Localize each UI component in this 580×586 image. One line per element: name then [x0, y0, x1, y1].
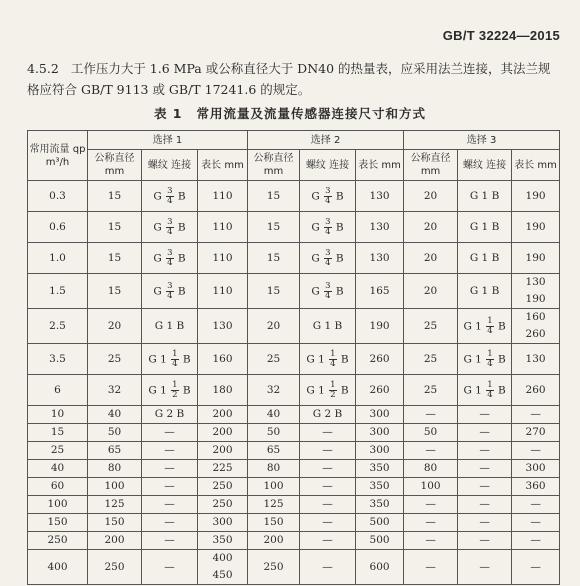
thread-cell: —: [458, 532, 512, 550]
thread-header: 螺纹 连接: [458, 150, 512, 181]
length-cell: 130: [356, 243, 404, 274]
length-cell: 110: [198, 274, 248, 309]
dn-cell: 25: [88, 344, 142, 375]
thread-cell: —: [458, 424, 512, 442]
dn-cell: —: [404, 496, 458, 514]
option-1-header: 选择 1: [88, 131, 248, 150]
thread-cell: G 1 B: [142, 309, 198, 344]
length-cell: 130: [512, 344, 560, 375]
length-cell: 110: [198, 181, 248, 212]
dn-cell: 250: [88, 550, 142, 585]
dn-cell: 25: [404, 375, 458, 406]
table-row: [28, 212, 560, 243]
thread-cell: G $\frac{3}{4}$ B: [142, 274, 198, 309]
dn-cell: 65: [88, 442, 142, 460]
flow-cell: 6: [28, 375, 88, 406]
dn-cell: 25: [404, 309, 458, 344]
thread-cell: G $\frac{3}{4}$ B: [300, 181, 356, 212]
thread-cell: G $\frac{3}{4}$ B: [300, 212, 356, 243]
dn-cell: 15: [248, 212, 300, 243]
length-cell: 165: [356, 274, 404, 309]
thread-cell: —: [142, 460, 198, 478]
dn-cell: 20: [404, 212, 458, 243]
thread-cell: —: [300, 424, 356, 442]
dn-header: 公称直径 mm: [88, 150, 142, 181]
thread-cell: —: [300, 460, 356, 478]
table-row: [28, 309, 560, 344]
thread-cell: G 1 $\frac{1}{4}$ B: [300, 344, 356, 375]
dn-cell: 250: [248, 550, 300, 585]
thread-cell: —: [142, 424, 198, 442]
thread-cell: G 1 $\frac{1}{4}$ B: [458, 344, 512, 375]
dn-cell: 125: [88, 496, 142, 514]
length-header: 表长 mm: [356, 150, 404, 181]
length-cell: 160: [198, 344, 248, 375]
length-cell: —: [512, 442, 560, 460]
flow-cell: 3.5: [28, 344, 88, 375]
length-cell: —: [512, 514, 560, 532]
dn-cell: 20: [248, 309, 300, 344]
dn-cell: 15: [88, 212, 142, 243]
dn-cell: 25: [248, 344, 300, 375]
flow-cell: 60: [28, 478, 88, 496]
dn-cell: 20: [88, 309, 142, 344]
flow-cell: 250: [28, 532, 88, 550]
dn-cell: 40: [88, 406, 142, 424]
length-cell: 200: [198, 442, 248, 460]
thread-cell: —: [142, 514, 198, 532]
thread-cell: —: [458, 550, 512, 585]
thread-cell: —: [142, 532, 198, 550]
thread-cell: G 1 B: [458, 212, 512, 243]
table-caption: [0, 104, 580, 122]
length-cell: —: [512, 550, 560, 585]
thread-cell: —: [458, 514, 512, 532]
dn-cell: 25: [404, 344, 458, 375]
length-cell: 350: [356, 460, 404, 478]
thread-cell: G 1 B: [300, 309, 356, 344]
dn-cell: 80: [248, 460, 300, 478]
flow-cell: 1.0: [28, 243, 88, 274]
dn-cell: 15: [248, 274, 300, 309]
flow-cell: 10: [28, 406, 88, 424]
dn-cell: 32: [248, 375, 300, 406]
length-cell: 300: [512, 460, 560, 478]
dn-cell: 32: [88, 375, 142, 406]
dn-header: 公称直径 mm: [404, 150, 458, 181]
thread-cell: G 1 $\frac{1}{4}$ B: [142, 344, 198, 375]
length-cell: 300: [356, 424, 404, 442]
thread-cell: G 1 $\frac{1}{2}$ B: [142, 375, 198, 406]
length-cell: 300: [356, 406, 404, 424]
dn-cell: —: [404, 406, 458, 424]
dn-cell: 15: [88, 274, 142, 309]
table-row: [28, 375, 560, 406]
length-cell: 200: [198, 424, 248, 442]
clause-paragraph: [27, 58, 562, 100]
table-row: [28, 496, 560, 514]
dn-cell: 50: [88, 424, 142, 442]
table-row: [28, 550, 560, 585]
thread-cell: —: [142, 442, 198, 460]
table-row: [28, 243, 560, 274]
thread-cell: —: [300, 478, 356, 496]
length-cell: 300: [198, 514, 248, 532]
dn-cell: 15: [88, 181, 142, 212]
dn-cell: 200: [88, 532, 142, 550]
dn-cell: 200: [248, 532, 300, 550]
thread-cell: G 1 B: [458, 274, 512, 309]
dn-cell: 20: [404, 243, 458, 274]
length-cell: 190: [512, 181, 560, 212]
length-cell: 260: [512, 375, 560, 406]
flow-cell: 25: [28, 442, 88, 460]
table-row: [28, 442, 560, 460]
flow-cell: 40: [28, 460, 88, 478]
dn-cell: —: [404, 550, 458, 585]
table-row: [28, 514, 560, 532]
length-cell: 270: [512, 424, 560, 442]
dn-cell: 150: [88, 514, 142, 532]
length-cell: —: [512, 496, 560, 514]
dn-cell: 125: [248, 496, 300, 514]
length-cell: 260: [356, 344, 404, 375]
clause-text: 工作压力大于 1.6 MPa 或公称直径大于 DN40 的热量表，应采用法兰连接，其法兰规格应符合 GB/T 9113 或 GB/T 17241.6 的规定。: [27, 61, 551, 97]
thread-cell: —: [300, 550, 356, 585]
table-row: [28, 478, 560, 496]
thread-cell: G $\frac{3}{4}$ B: [142, 212, 198, 243]
length-cell: 200: [198, 406, 248, 424]
table-row: [28, 344, 560, 375]
thread-cell: G 2 B: [142, 406, 198, 424]
dn-cell: —: [404, 514, 458, 532]
clause-number: 4.5.2: [27, 61, 59, 76]
dn-cell: 150: [248, 514, 300, 532]
flow-cell: 150: [28, 514, 88, 532]
flow-cell: 100: [28, 496, 88, 514]
dn-cell: 20: [404, 274, 458, 309]
thread-cell: G 1 $\frac{1}{4}$ B: [458, 375, 512, 406]
length-cell: 500: [356, 532, 404, 550]
option-3-header: 选择 3: [404, 131, 560, 150]
table-row: [28, 532, 560, 550]
flow-cell: 15: [28, 424, 88, 442]
length-cell: 260: [356, 375, 404, 406]
dn-cell: 15: [248, 243, 300, 274]
dn-cell: 40: [248, 406, 300, 424]
length-cell: 130: [198, 309, 248, 344]
table-title: 常用流量及流量传感器连接尺寸和方式: [196, 106, 427, 121]
flow-cell: 400: [28, 550, 88, 585]
table-number: 表 1: [153, 106, 183, 121]
thread-cell: —: [458, 460, 512, 478]
length-cell: 500: [356, 514, 404, 532]
dn-cell: —: [404, 442, 458, 460]
dn-cell: 100: [88, 478, 142, 496]
length-cell: 225: [198, 460, 248, 478]
table-row: [28, 424, 560, 442]
thread-cell: G 1 B: [458, 243, 512, 274]
connection-size-table: [27, 130, 560, 585]
length-cell: 110: [198, 212, 248, 243]
flow-cell: 2.5: [28, 309, 88, 344]
length-cell: 130: [356, 181, 404, 212]
option-2-header: 选择 2: [248, 131, 404, 150]
thread-cell: —: [142, 550, 198, 585]
thread-cell: G 1 B: [458, 181, 512, 212]
dn-cell: 100: [248, 478, 300, 496]
thread-cell: —: [458, 478, 512, 496]
thread-header: 螺纹 连接: [300, 150, 356, 181]
dn-cell: 15: [88, 243, 142, 274]
dn-cell: 80: [404, 460, 458, 478]
flow-header: 常用流量 qp m³/h: [28, 131, 88, 181]
thread-header: 螺纹 连接: [142, 150, 198, 181]
thread-cell: —: [458, 496, 512, 514]
thread-cell: G $\frac{3}{4}$ B: [142, 243, 198, 274]
table-row: [28, 274, 560, 309]
dn-cell: 20: [404, 181, 458, 212]
length-cell: 350: [356, 496, 404, 514]
flow-cell: 1.5: [28, 274, 88, 309]
thread-cell: —: [142, 496, 198, 514]
dn-cell: 15: [248, 181, 300, 212]
length-cell: 180: [198, 375, 248, 406]
dn-cell: 50: [404, 424, 458, 442]
table-row: [28, 181, 560, 212]
thread-cell: G $\frac{3}{4}$ B: [300, 274, 356, 309]
length-cell: 600: [356, 550, 404, 585]
length-cell: 160 260: [512, 309, 560, 344]
table-row: [28, 406, 560, 424]
length-cell: 190: [512, 212, 560, 243]
length-cell: —: [512, 532, 560, 550]
dn-cell: 100: [404, 478, 458, 496]
dn-cell: —: [404, 532, 458, 550]
length-cell: 130 190: [512, 274, 560, 309]
flow-cell: 0.3: [28, 181, 88, 212]
thread-cell: G 1 $\frac{1}{4}$ B: [458, 309, 512, 344]
length-cell: 130: [356, 212, 404, 243]
length-cell: 250: [198, 478, 248, 496]
thread-cell: G 1 $\frac{1}{2}$ B: [300, 375, 356, 406]
thread-cell: —: [300, 532, 356, 550]
length-cell: 190: [512, 243, 560, 274]
length-cell: —: [512, 406, 560, 424]
dn-cell: 50: [248, 424, 300, 442]
thread-cell: —: [300, 514, 356, 532]
thread-cell: G 2 B: [300, 406, 356, 424]
dn-header: 公称直径 mm: [248, 150, 300, 181]
length-cell: 110: [198, 243, 248, 274]
thread-cell: G $\frac{3}{4}$ B: [142, 181, 198, 212]
length-header: 表长 mm: [198, 150, 248, 181]
table-row: [28, 460, 560, 478]
thread-cell: —: [458, 442, 512, 460]
length-cell: 350: [356, 478, 404, 496]
length-cell: 300: [356, 442, 404, 460]
length-cell: 350: [198, 532, 248, 550]
flow-cell: 0.6: [28, 212, 88, 243]
thread-cell: —: [300, 442, 356, 460]
dn-cell: 80: [88, 460, 142, 478]
thread-cell: —: [300, 496, 356, 514]
dn-cell: 65: [248, 442, 300, 460]
length-cell: 400 450: [198, 550, 248, 585]
length-cell: 250: [198, 496, 248, 514]
length-header: 表长 mm: [512, 150, 560, 181]
length-cell: 360: [512, 478, 560, 496]
length-cell: 190: [356, 309, 404, 344]
thread-cell: —: [142, 478, 198, 496]
thread-cell: —: [458, 406, 512, 424]
standard-code: GB/T 32224—2015: [442, 28, 560, 43]
thread-cell: G $\frac{3}{4}$ B: [300, 243, 356, 274]
